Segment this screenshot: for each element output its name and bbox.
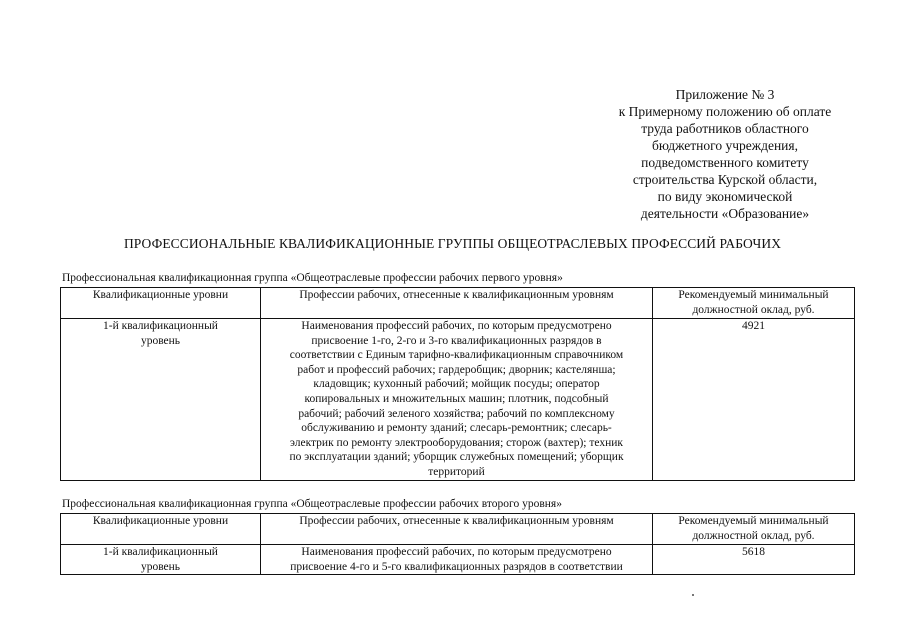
professions-line: Наименования профессий рабочих, по которым предусмотрено (301, 320, 612, 332)
group-table-first-level (60, 287, 855, 481)
level-cell (61, 319, 261, 481)
professions-line: рабочий; рабочий зеленого хозяйства; рабочий по комплексному (298, 407, 615, 420)
professions-line: кладовщик; кухонный рабочий; мойщик посуды; оператор (313, 378, 600, 391)
professions-cell (261, 545, 653, 575)
professions-line: электрик по ремонту электрооборудования; сторож (вахтер); техник (290, 436, 623, 449)
appendix-line: к Примерному положению об оплате (618, 104, 832, 119)
professions-line: работ и профессий рабочих; гардеробщик; дворник; кастелянша; (297, 363, 616, 376)
header-cell-salary: Рекомендуемый минимальный должностной оклад, руб. (653, 288, 855, 319)
document-title: ПРОФЕССИОНАЛЬНЫЕ КВАЛИФИКАЦИОННЫЕ ГРУППЫ ОБЩЕОТРАСЛЕВЫХ ПРОФЕССИЙ РАБОЧИХ (123, 236, 782, 251)
appendix-line: бюджетного учреждения, (652, 138, 798, 153)
header-cell-levels: Квалификационные уровни (61, 514, 261, 545)
table-row (61, 545, 855, 575)
professions-line: Наименования профессий рабочих, по которым предусмотрено (301, 546, 612, 558)
table-row (61, 319, 855, 481)
header-cell-levels: Квалификационные уровни (61, 288, 261, 319)
group-caption-first-level: Профессиональная квалификационная группа «Общеотраслевые профессии рабочих первого уровня» (62, 272, 563, 284)
salary-cell: 5618 (653, 545, 855, 575)
level-line: уровень (140, 560, 181, 573)
appendix-line: Приложение № 3 (675, 87, 775, 102)
header-cell-salary: Рекомендуемый минимальный должностной оклад, руб. (653, 514, 855, 545)
level-line: 1-й квалификационный (103, 546, 218, 558)
level-line: 1-й квалификационный (103, 320, 218, 332)
header-cell-professions: Профессии рабочих, отнесенные к квалификационным уровням (261, 288, 653, 319)
level-line: уровень (140, 334, 181, 347)
scan-speck (692, 594, 694, 596)
level-cell (61, 545, 261, 575)
professions-line: территорий (428, 465, 485, 478)
professions-line: присвоение 4-го и 5-го квалификационных разрядов в соответствии (290, 560, 623, 573)
appendix-header (590, 86, 860, 222)
professions-line: присвоение 1-го, 2-го и 3-го квалификационных разрядов в (311, 334, 602, 347)
professions-line: обслуживанию и ремонту зданий; слесарь-ремонтник; слесарь- (301, 422, 612, 435)
professions-cell (261, 319, 653, 481)
appendix-line: деятельности «Образование» (640, 206, 810, 221)
group-caption-second-level: Профессиональная квалификационная группа «Общеотраслевые профессии рабочих второго уровня» (62, 498, 562, 510)
professions-line: по эксплуатации зданий; уборщик служебных помещений; уборщик (289, 451, 624, 464)
appendix-line: строительства Курской области, (632, 172, 818, 187)
salary-cell: 4921 (653, 319, 855, 481)
header-cell-professions: Профессии рабочих, отнесенные к квалификационным уровням (261, 514, 653, 545)
appendix-line: подведомственного комитету (641, 155, 809, 170)
professions-line: соответствии с Единым тарифно-квалификационным справочником (289, 349, 624, 362)
appendix-line: труда работников областного (641, 121, 809, 136)
table-header-row (61, 288, 855, 319)
group-table-second-level (60, 513, 855, 575)
appendix-line: по виду экономической (657, 189, 793, 204)
table-header-row (61, 514, 855, 545)
professions-line: копировальных и множительных машин; плотник, подсобный (304, 392, 609, 405)
